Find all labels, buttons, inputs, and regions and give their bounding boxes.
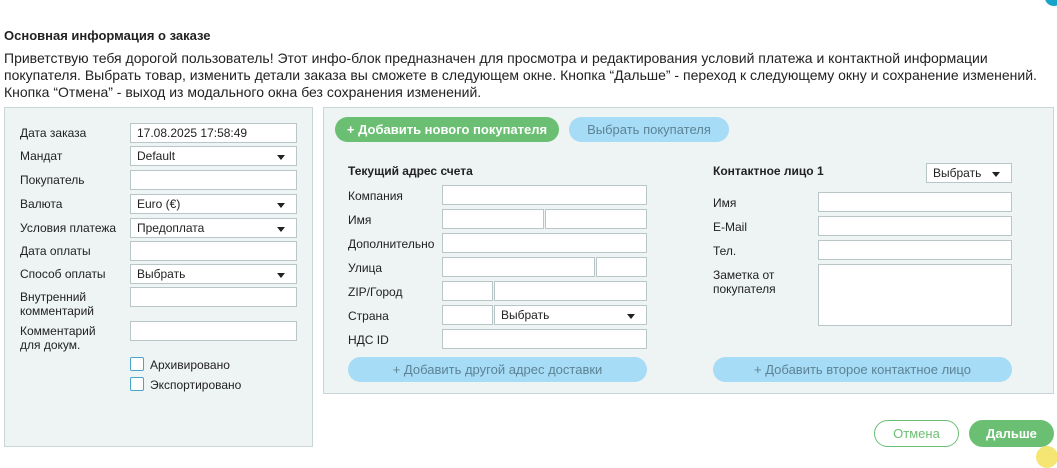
contact-note-label-line1: Заметка от xyxy=(713,268,775,282)
page-title: Основная информация о заказе xyxy=(4,28,211,43)
zip-field[interactable] xyxy=(442,281,493,301)
contact-note-label-line2: покупателя xyxy=(713,282,776,296)
contact-note-textarea[interactable] xyxy=(818,264,1012,326)
currency-label: Валюта xyxy=(20,197,63,211)
contact-phone-label: Тел. xyxy=(713,244,737,258)
doc-comment-label-line1: Комментарий xyxy=(20,324,96,338)
cancel-button[interactable]: Отмена xyxy=(874,420,959,447)
exported-checkbox[interactable] xyxy=(130,377,144,391)
archived-checkbox[interactable] xyxy=(130,357,144,371)
internal-comment-label xyxy=(20,290,94,318)
contact-email-field[interactable] xyxy=(818,216,1012,236)
doc-comment-label xyxy=(20,324,96,352)
payment-terms-select[interactable] xyxy=(130,218,297,238)
additional-label: Дополнительно xyxy=(348,237,435,251)
order-settings-panel xyxy=(4,107,313,447)
add-second-contact-button[interactable]: + Добавить второе контактное лицо xyxy=(713,357,1012,382)
mandate-label: Мандат xyxy=(20,149,63,163)
country-code-field[interactable] xyxy=(442,305,493,325)
city-field[interactable] xyxy=(494,281,647,301)
first-name-field[interactable] xyxy=(442,209,544,229)
street-label: Улица xyxy=(348,261,383,275)
doc-comment-field[interactable] xyxy=(130,321,297,341)
vat-label: НДС ID xyxy=(348,333,389,347)
next-button[interactable]: Дальше xyxy=(969,420,1054,447)
contact-note-label xyxy=(713,268,776,296)
street-field[interactable] xyxy=(442,257,595,277)
name-label: Имя xyxy=(348,213,372,227)
mandate-select[interactable] xyxy=(130,146,297,166)
payment-method-label: Способ оплаты xyxy=(20,267,106,281)
payment-terms-select-value: Предоплата xyxy=(137,221,205,235)
payment-method-select-value: Выбрать xyxy=(137,267,186,281)
country-select-value: Выбрать xyxy=(501,308,550,322)
buyer-field[interactable] xyxy=(130,170,297,190)
payment-date-label: Дата оплаты xyxy=(20,244,91,258)
corner-decoration xyxy=(1045,0,1057,6)
doc-comment-label-line2: для докум. xyxy=(20,338,81,352)
contact-phone-field[interactable] xyxy=(818,240,1012,260)
internal-comment-label-line2: комментарий xyxy=(20,304,94,318)
buyer-panel xyxy=(323,107,1054,394)
contact-select-value: Выбрать xyxy=(933,166,982,180)
buyer-label: Покупатель xyxy=(20,173,85,187)
exported-label: Экспортировано xyxy=(150,378,242,392)
select-buyer-button[interactable]: Выбрать покупателя xyxy=(569,117,729,142)
mandate-select-value: Default xyxy=(137,149,176,163)
order-date-label: Дата заказа xyxy=(20,126,87,140)
chevron-down-icon xyxy=(277,203,285,208)
zip-city-label: ZIP/Город xyxy=(348,285,403,299)
contact-name-label: Имя xyxy=(713,196,737,210)
archived-label: Архивировано xyxy=(150,358,230,372)
last-name-field[interactable] xyxy=(545,209,647,229)
internal-comment-label-line1: Внутренний xyxy=(20,290,87,304)
country-select[interactable] xyxy=(494,305,647,325)
contact-email-label: E-Mail xyxy=(713,220,748,234)
contact-select[interactable] xyxy=(926,163,1012,183)
internal-comment-field[interactable] xyxy=(130,287,297,307)
payment-method-select[interactable] xyxy=(130,264,297,284)
contact-title: Контактное лицо 1 xyxy=(713,164,824,178)
order-date-field[interactable]: 17.08.2025 17:58:49 xyxy=(130,123,297,143)
billing-address-title: Текущий адрес счета xyxy=(348,164,473,178)
house-number-field[interactable] xyxy=(596,257,647,277)
currency-select[interactable] xyxy=(130,194,297,214)
payment-terms-label: Условия платежа xyxy=(20,221,117,235)
additional-field[interactable] xyxy=(442,233,647,253)
chevron-down-icon xyxy=(992,172,1000,177)
country-label: Страна xyxy=(348,309,389,323)
chevron-down-icon xyxy=(277,227,285,232)
company-label: Компания xyxy=(348,189,403,203)
currency-select-value: Euro (€) xyxy=(137,197,181,211)
add-buyer-button[interactable]: + Добавить нового покупателя xyxy=(335,117,559,142)
vat-field[interactable] xyxy=(442,329,647,349)
intro-text: Приветствую тебя дорогой пользователь! Этот инфо-блок предназначен для просмотра и редактирования условий платежа и контактной информации покупателя. Выбрать товар, изменить детали заказа вы сможете в следующем окне. Кнопка “Дальше” - переход к следующему окну и сохранение изменений. Кнопка “Отмена” - выход из модального окна без сохранения изменений. xyxy=(4,50,1037,100)
chevron-down-icon xyxy=(277,155,285,160)
add-shipping-address-button[interactable]: + Добавить другой адрес доставки xyxy=(348,357,647,382)
chevron-down-icon xyxy=(277,273,285,278)
contact-name-field[interactable] xyxy=(818,192,1012,212)
chevron-down-icon xyxy=(627,314,635,319)
payment-date-field[interactable] xyxy=(130,241,297,261)
company-field[interactable] xyxy=(442,185,647,205)
